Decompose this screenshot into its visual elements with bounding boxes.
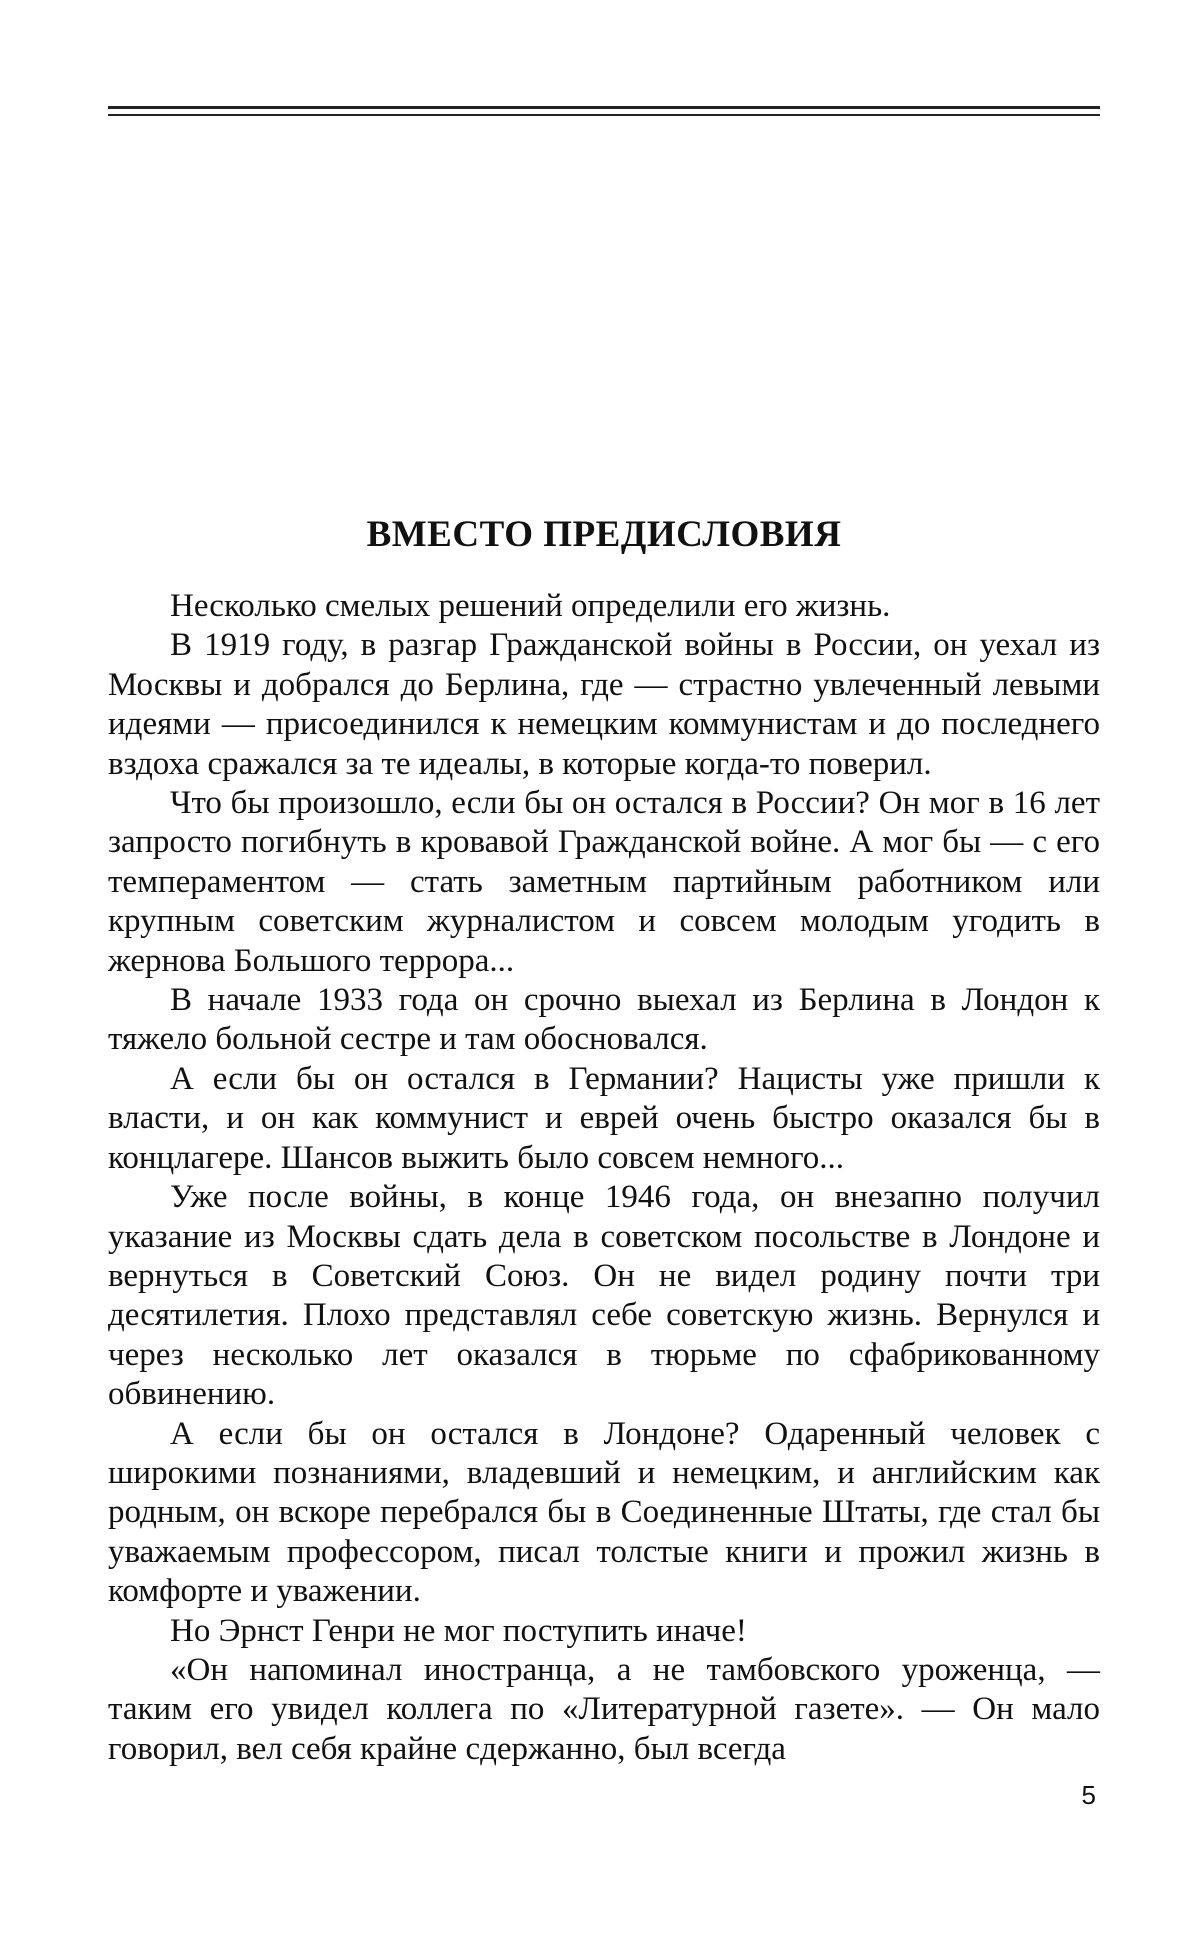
chapter-body <box>108 587 1100 1769</box>
paragraph: А если бы он остался в Германии? Нацисты уже пришли к власти, и он как коммунист и еврей очень быстро оказался бы в концлагере. Шансов выжить было совсем немного... <box>108 1060 1100 1176</box>
paragraph: Уже после войны, в конце 1946 года, он внезапно получил указание из Москвы сдать дела в советском посольстве в Лондоне и вернуться в Советский Союз. Он не видел родину почти три десятилетия. Плохо представлял себе советскую жизнь. Вернулся и через несколько лет оказался в тюрьме по сфабрикованному обвинению. <box>108 1179 1100 1413</box>
paragraph: Несколько смелых решений определили его жизнь. <box>170 588 891 624</box>
paragraph: «Он напоминал иностранца, а не тамбовского уроженца, — таким его увидел коллега по «Литературной газете». — Он мало говорил, вел себя крайне сдержанно, был всегда <box>108 1651 1100 1767</box>
paragraph: В 1919 году, в разгар Гражданской войны в России, он уехал из Москвы и добрался до Берлина, где — страстно увлеченный левыми идеями — присоединился к немецким коммунистам и до последнего вздоха сражался за те идеалы, в которые когда-то поверил. <box>108 627 1100 782</box>
header-rule-top <box>108 106 1100 109</box>
chapter-heading: ВМЕСТО ПРЕДИСЛОВИЯ <box>366 514 842 555</box>
paragraph: А если бы он остался в Лондоне? Одаренный человек с широкими познаниями, владевший и немецким, и английским как родным, он вскоре перебрался бы в Соединенные Штаты, где стал бы уважаемым профессором, писал толстые книги и прожил жизнь в комфорте и уважении. <box>108 1415 1100 1610</box>
paragraph: Но Эрнст Генри не мог поступить иначе! <box>170 1612 747 1649</box>
header-rule-bottom <box>108 114 1100 116</box>
paragraph: В начале 1933 года он срочно выехал из Берлина в Лондон к тяжело больной сестре и там обосновался. <box>108 982 1100 1058</box>
page-number: 5 <box>1081 1780 1096 1810</box>
paragraph: Что бы произошло, если бы он остался в России? Он мог в 16 лет запросто погибнуть в кровавой Гражданской войне. А мог бы — с его темпераментом — стать заметным партийным работником или крупным советским журналистом и совсем молодым угодить в жернова Большого террора... <box>108 785 1100 979</box>
